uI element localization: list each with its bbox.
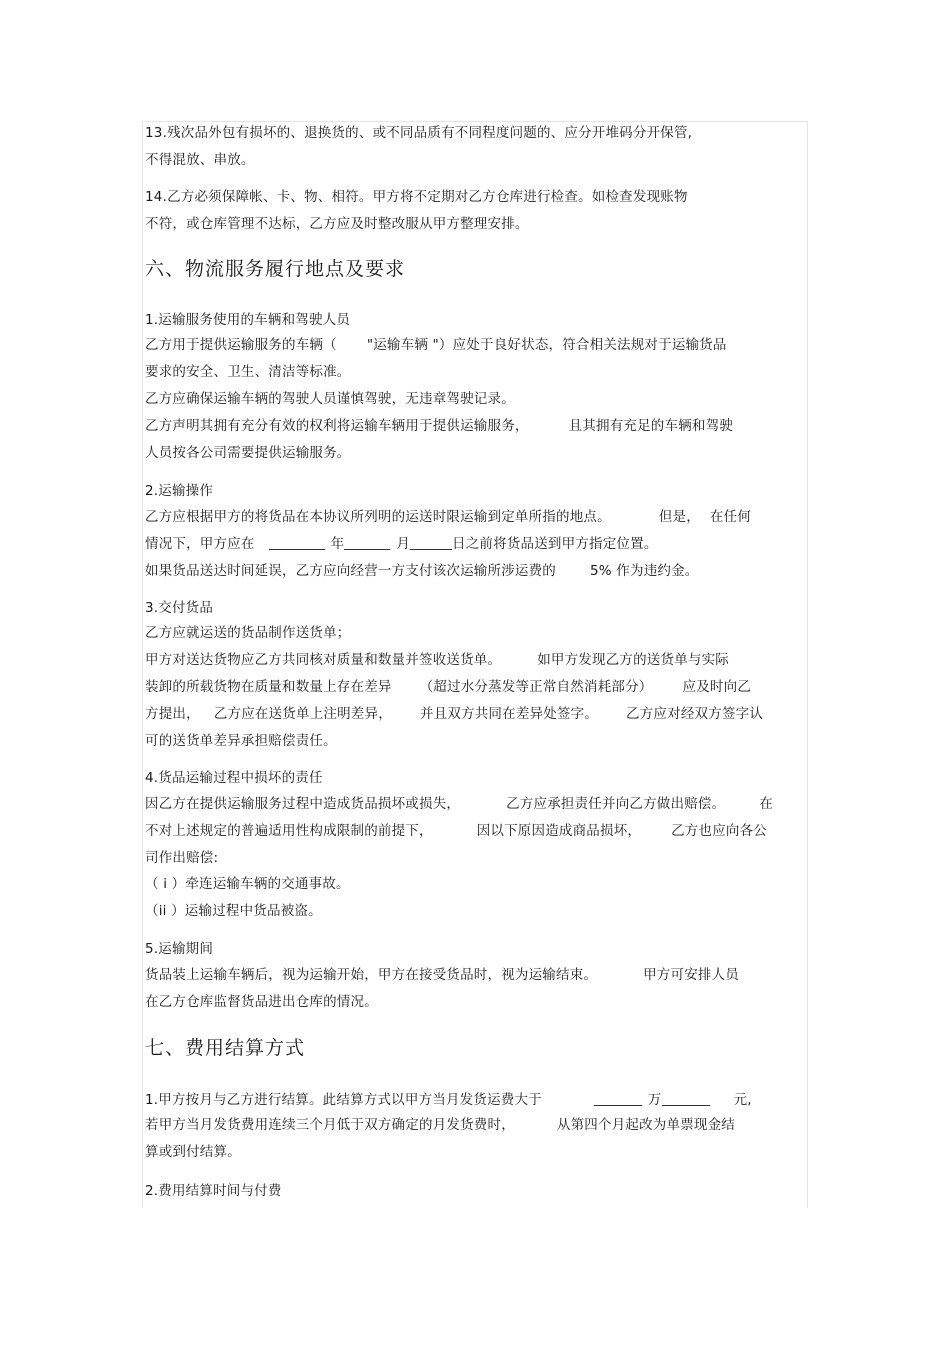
sub-5-line-2: 在乙方仓库监督货品进出仓库的情况。	[145, 994, 378, 1010]
sub-3-title: 3.交付货品	[145, 600, 214, 616]
text-segment: 乙方用于提供运输服务的车辆（	[145, 337, 337, 353]
sub-2-line-2	[145, 535, 658, 553]
fee-1-line-1	[145, 1091, 752, 1109]
sub-5-line-1	[145, 966, 739, 984]
text-segment: 乙方应根据甲方的将货品在本协议所列明的运送时限运输到定单所指的地点。	[145, 509, 611, 525]
text-segment: （超过水分蒸发等正常自然消耗部分）	[419, 679, 653, 695]
text-segment: 但是，	[658, 509, 700, 525]
text-segment: 且其拥有充足的车辆和驾驶	[568, 418, 734, 434]
text-segment: 从第四个月起改为单票现金结	[556, 1117, 736, 1133]
sub-1-line-5: 人员按各公司需要提供运输服务。	[145, 445, 351, 461]
text-segment: 因乙方在提供运输服务过程中造成货品损坏或损失，	[145, 796, 461, 812]
text-segment: 装卸的所载货物在质量和数量上存在差异	[145, 679, 392, 695]
text-segment: 年	[330, 536, 345, 552]
clause-13-line-2: 不得混放、串放。	[145, 152, 255, 168]
text-segment: 并且双方共同在差异处签字。	[419, 706, 599, 722]
year-blank[interactable]	[269, 535, 325, 550]
text-segment: "运输车辆 "）应处于良好状态，符合相关法规对于运输货品	[366, 337, 727, 353]
section-6-heading: 六、物流服务履行地点及要求	[145, 258, 406, 280]
text-segment: 如果货品送达时间延误，乙方应向经营一方支付该次运输所涉运费的	[145, 563, 556, 579]
sub-2-title: 2.运输操作	[145, 483, 214, 499]
sub-3-line-5: 可的送货单差异承担赔偿责任。	[145, 733, 337, 749]
text-segment: 5% 作为违约金。	[590, 563, 699, 579]
fee-1-line-3: 算或到付结算。	[145, 1144, 241, 1160]
text-segment: 因以下原因造成商品损坏，	[476, 823, 642, 839]
fee-1-line-2	[145, 1116, 735, 1134]
amount-blank-2[interactable]	[662, 1091, 710, 1106]
text-segment: 月	[396, 536, 411, 552]
clause-14-line-2: 不符，或仓库管理不达标，乙方应及时整改服从甲方整理安排。	[145, 216, 529, 232]
sub-3-line-4	[145, 705, 763, 723]
sub-4-item-i: （ i ）牵连运输车辆的交通事故。	[145, 876, 350, 892]
text-segment: 乙方声明其拥有充分有效的权利将运输车辆用于提供运输服务，	[145, 418, 529, 434]
section-7-heading: 七、费用结算方式	[145, 1037, 306, 1059]
sub-1-title: 1.运输服务使用的车辆和驾驶人员	[145, 312, 351, 328]
clause-14-line-1: 14.乙方必须保障帐、卡、物、相符。甲方将不定期对乙方仓库进行检查。如检查发现账物	[145, 189, 688, 205]
text-segment: 万	[647, 1092, 662, 1108]
text-segment: 乙方应承担责任并向乙方做出赔偿。	[506, 796, 726, 812]
sub-1-line-2: 要求的安全、卫生、清洁等标准。	[145, 364, 351, 380]
text-segment: 若甲方当月发货费用连续三个月低于双方确定的月发货费时，	[145, 1117, 515, 1133]
text-segment: 元,	[733, 1092, 752, 1108]
sub-4-item-ii: （ii ）运输过程中货品被盗。	[145, 903, 322, 919]
sub-2-line-1	[145, 508, 751, 526]
day-blank[interactable]	[410, 535, 452, 550]
text-segment: 乙方应在送货单上注明差异，	[213, 706, 392, 722]
sub-3-line-3	[145, 678, 751, 696]
text-segment: 甲方可安排人员	[643, 967, 740, 983]
text-segment: 货品装上运输车辆后，视为运输开始，甲方在接受货品时，视为运输结束。	[145, 967, 598, 983]
text-segment: 甲方对送达货物应乙方共同核对质量和数量并签收送货单。	[145, 652, 502, 668]
month-blank[interactable]	[344, 535, 390, 550]
sub-1-line-3: 乙方应确保运输车辆的驾驶人员谨慎驾驶，无违章驾驶记录。	[145, 391, 515, 407]
sub-4-title: 4.货品运输过程中损坏的责任	[145, 770, 323, 786]
sub-3-line-1: 乙方应就运送的货品制作送货单；	[145, 625, 351, 641]
sub-4-line-1	[145, 795, 773, 813]
fee-2-title: 2.费用结算时间与付费	[145, 1183, 282, 1199]
text-segment: 在	[759, 796, 774, 812]
text-segment: 乙方也应向各公	[671, 823, 768, 839]
amount-blank-1[interactable]	[594, 1091, 642, 1106]
sub-2-line-3	[145, 562, 699, 580]
text-segment: 不对上述规定的普遍适用性构成限制的前提下，	[145, 823, 433, 839]
sub-1-line-4	[145, 417, 733, 435]
text-segment: 1.甲方按月与乙方进行结算。此结算方式以甲方当月发货运费大于	[145, 1092, 542, 1108]
text-segment: 如甲方发现乙方的送货单与实际	[537, 652, 730, 668]
text-segment: 日之前将货品送到甲方指定位置。	[452, 536, 658, 552]
text-segment: 在任何	[709, 509, 752, 525]
text-segment: 应及时向乙	[682, 679, 752, 695]
clause-13-line-1: 13.残次品外包有损坏的、退换货的、或不同品质有不同程度问题的、应分开堆码分开保管,	[145, 125, 693, 141]
sub-4-line-2	[145, 822, 767, 840]
text-segment: 方提出，	[145, 706, 200, 722]
text-segment: 乙方应对经双方签字认	[626, 706, 764, 722]
text-segment: 情况下，甲方应在	[145, 536, 255, 552]
sub-5-title: 5.运输期间	[145, 941, 214, 957]
sub-3-line-2	[145, 651, 729, 669]
sub-4-line-3: 司作出赔偿:	[145, 850, 219, 866]
sub-1-line-1	[145, 336, 727, 354]
